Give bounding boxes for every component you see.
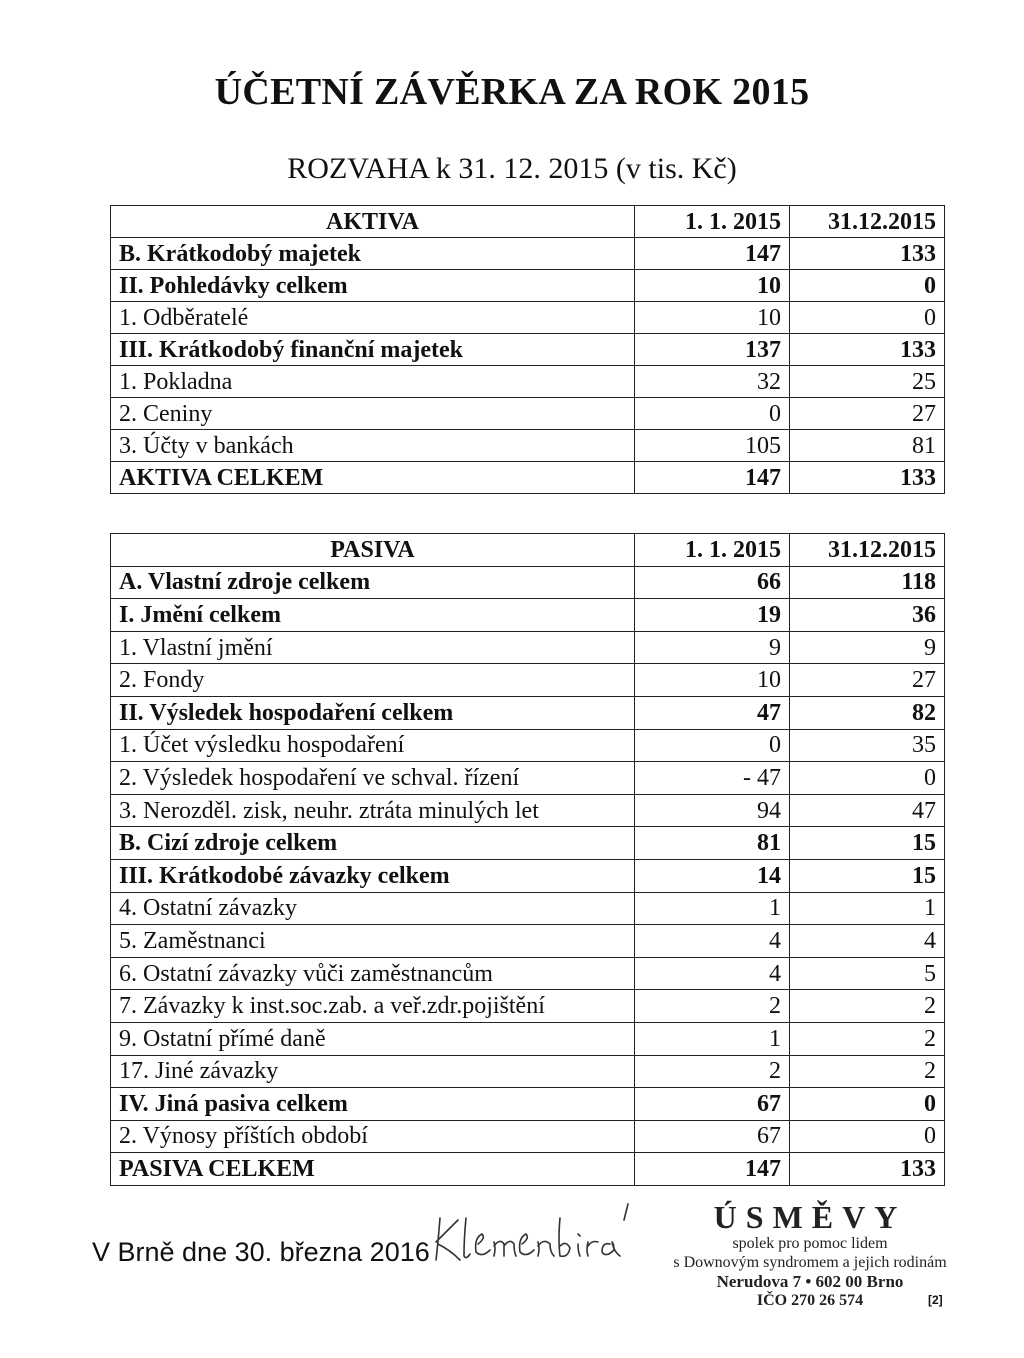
row-value-start: 147 xyxy=(635,462,790,494)
row-value-end: 82 xyxy=(790,696,945,729)
row-value-start: 66 xyxy=(635,566,790,599)
row-value-end: 133 xyxy=(790,1153,945,1186)
row-label: PASIVA CELKEM xyxy=(111,1153,635,1186)
document-subtitle: ROZVAHA k 31. 12. 2015 (v tis. Kč) xyxy=(287,152,737,185)
table-row xyxy=(111,430,945,462)
row-value-end: 118 xyxy=(790,566,945,599)
table-row xyxy=(111,925,945,958)
row-value-end: 4 xyxy=(790,925,945,958)
row-value-start: 147 xyxy=(635,238,790,270)
row-label: I. Jmění celkem xyxy=(111,599,635,632)
row-label: B. Krátkodobý majetek xyxy=(111,238,635,270)
row-label: AKTIVA CELKEM xyxy=(111,462,635,494)
stamp-line: s Downovým syndromem a jejich rodinám xyxy=(673,1254,947,1271)
row-label: 2. Výsledek hospodaření ve schval. řízení xyxy=(111,762,635,795)
row-value-end: 1 xyxy=(790,892,945,925)
table-row xyxy=(111,566,945,599)
table-row xyxy=(111,238,945,270)
row-value-start: - 47 xyxy=(635,762,790,795)
table-row xyxy=(111,696,945,729)
row-value-start: 10 xyxy=(635,270,790,302)
table-row xyxy=(111,366,945,398)
row-label: IV. Jiná pasiva celkem xyxy=(111,1088,635,1121)
row-label: 17. Jiné závazky xyxy=(111,1055,635,1088)
pasiva-header-start: 1. 1. 2015 xyxy=(635,534,790,567)
row-value-end: 27 xyxy=(790,664,945,697)
row-value-start: 1 xyxy=(635,892,790,925)
row-value-end: 27 xyxy=(790,398,945,430)
row-label: II. Výsledek hospodaření celkem xyxy=(111,696,635,729)
table-row xyxy=(111,631,945,664)
row-value-start: 0 xyxy=(635,398,790,430)
row-value-end: 36 xyxy=(790,599,945,632)
table-row xyxy=(111,859,945,892)
table-row xyxy=(111,1120,945,1153)
row-label: 1. Odběratelé xyxy=(111,302,635,334)
row-value-end: 9 xyxy=(790,631,945,664)
table-row xyxy=(111,334,945,366)
row-label: 2. Výnosy příštích období xyxy=(111,1120,635,1153)
stamp-name: ÚSMĚVY xyxy=(713,1199,907,1235)
table-row xyxy=(111,664,945,697)
row-value-end: 0 xyxy=(790,1120,945,1153)
row-value-start: 81 xyxy=(635,827,790,860)
document-title: ÚČETNÍ ZÁVĚRKA ZA ROK 2015 xyxy=(214,71,810,113)
table-row xyxy=(111,762,945,795)
table-row-total xyxy=(111,462,945,494)
row-value-start: 10 xyxy=(635,664,790,697)
row-value-end: 25 xyxy=(790,366,945,398)
row-label: 9. Ostatní přímé daně xyxy=(111,1022,635,1055)
row-label: 1. Účet výsledku hospodaření xyxy=(111,729,635,762)
table-row xyxy=(111,957,945,990)
table-row xyxy=(111,1022,945,1055)
stamp-line: spolek pro pomoc lidem xyxy=(732,1235,888,1252)
row-label: 1. Vlastní jmění xyxy=(111,631,635,664)
row-value-start: 67 xyxy=(635,1120,790,1153)
row-value-end: 81 xyxy=(790,430,945,462)
aktiva-header-label: AKTIVA xyxy=(111,206,635,238)
row-value-end: 2 xyxy=(790,1022,945,1055)
row-value-start: 67 xyxy=(635,1088,790,1121)
table-row xyxy=(111,827,945,860)
table-row xyxy=(111,1088,945,1121)
stamp-ico: IČO 270 26 574 xyxy=(756,1292,864,1309)
row-value-start: 2 xyxy=(635,1055,790,1088)
row-value-start: 14 xyxy=(635,859,790,892)
table-row xyxy=(111,1055,945,1088)
table-row xyxy=(111,599,945,632)
row-value-end: 5 xyxy=(790,957,945,990)
row-label: 3. Účty v bankách xyxy=(111,430,635,462)
table-row xyxy=(111,990,945,1023)
row-value-end: 47 xyxy=(790,794,945,827)
pasiva-table xyxy=(110,533,945,1186)
row-value-end: 0 xyxy=(790,1088,945,1121)
row-label: II. Pohledávky celkem xyxy=(111,270,635,302)
row-value-start: 32 xyxy=(635,366,790,398)
row-label: A. Vlastní zdroje celkem xyxy=(111,566,635,599)
row-label: 7. Závazky k inst.soc.zab. a veř.zdr.pojištění xyxy=(111,990,635,1023)
row-value-start: 10 xyxy=(635,302,790,334)
row-value-end: 2 xyxy=(790,990,945,1023)
row-value-end: 0 xyxy=(790,302,945,334)
pasiva-header-row xyxy=(111,534,945,567)
row-label: 2. Fondy xyxy=(111,664,635,697)
row-value-start: 19 xyxy=(635,599,790,632)
row-value-end: 35 xyxy=(790,729,945,762)
pasiva-header-end: 31.12.2015 xyxy=(790,534,945,567)
organization-stamp xyxy=(655,1200,965,1310)
place-date: V Brně dne 30. března 2016 xyxy=(92,1237,430,1267)
aktiva-header-start: 1. 1. 2015 xyxy=(635,206,790,238)
row-value-start: 105 xyxy=(635,430,790,462)
row-value-end: 15 xyxy=(790,859,945,892)
row-label: B. Cizí zdroje celkem xyxy=(111,827,635,860)
row-value-end: 2 xyxy=(790,1055,945,1088)
row-label: III. Krátkodobý finanční majetek xyxy=(111,334,635,366)
row-label: 4. Ostatní závazky xyxy=(111,892,635,925)
row-value-start: 4 xyxy=(635,925,790,958)
row-label: 6. Ostatní závazky vůči zaměstnancům xyxy=(111,957,635,990)
row-label: 1. Pokladna xyxy=(111,366,635,398)
aktiva-header-end: 31.12.2015 xyxy=(790,206,945,238)
pasiva-header-label: PASIVA xyxy=(111,534,635,567)
row-value-end: 133 xyxy=(790,238,945,270)
row-value-start: 137 xyxy=(635,334,790,366)
row-value-start: 94 xyxy=(635,794,790,827)
table-row xyxy=(111,892,945,925)
row-label: III. Krátkodobé závazky celkem xyxy=(111,859,635,892)
row-value-start: 9 xyxy=(635,631,790,664)
table-row xyxy=(111,270,945,302)
aktiva-table xyxy=(110,205,945,494)
row-value-end: 15 xyxy=(790,827,945,860)
row-label: 5. Zaměstnanci xyxy=(111,925,635,958)
table-row xyxy=(111,302,945,334)
page-code: [2] xyxy=(928,1293,943,1307)
row-value-start: 4 xyxy=(635,957,790,990)
row-value-start: 2 xyxy=(635,990,790,1023)
row-value-start: 47 xyxy=(635,696,790,729)
stamp-address: Nerudova 7 • 602 00 Brno xyxy=(716,1272,904,1291)
row-value-start: 147 xyxy=(635,1153,790,1186)
table-row xyxy=(111,398,945,430)
row-value-end: 0 xyxy=(790,762,945,795)
table-row xyxy=(111,794,945,827)
table-row xyxy=(111,729,945,762)
row-value-end: 133 xyxy=(790,334,945,366)
handwritten-signature xyxy=(420,1198,650,1278)
row-value-start: 1 xyxy=(635,1022,790,1055)
aktiva-header-row xyxy=(111,206,945,238)
row-label: 2. Ceniny xyxy=(111,398,635,430)
row-value-start: 0 xyxy=(635,729,790,762)
row-value-end: 0 xyxy=(790,270,945,302)
row-label: 3. Nerozděl. zisk, neuhr. ztráta minulých let xyxy=(111,794,635,827)
row-value-end: 133 xyxy=(790,462,945,494)
table-row-total xyxy=(111,1153,945,1186)
